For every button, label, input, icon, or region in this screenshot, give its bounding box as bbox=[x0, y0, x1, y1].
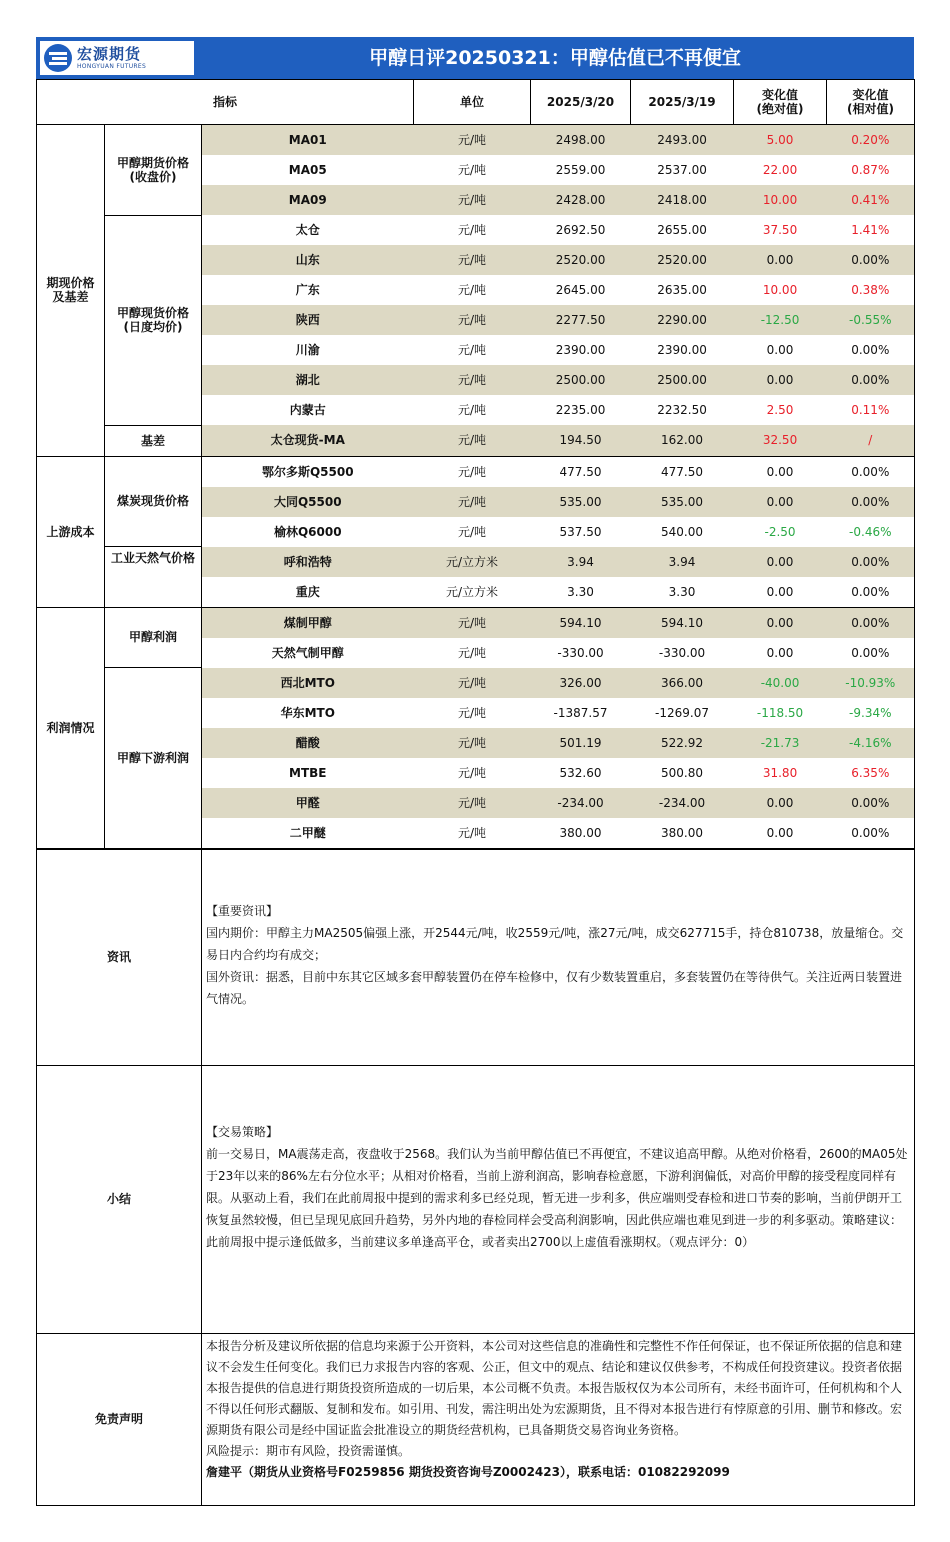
logo-mark-icon bbox=[43, 43, 73, 73]
row-value-date1: 477.50 bbox=[559, 464, 602, 479]
row-value-date1: -1387.57 bbox=[553, 705, 608, 720]
abs-change-title: 变化值 bbox=[762, 88, 799, 102]
news-foreign: 国外资讯：据悉，目前中东其它区域多套甲醇装置仍在停车检修中，仅有少数装置重启，多套装置仍在等待供气。关注近两日装置进气情况。 bbox=[206, 969, 903, 1006]
subcategory-gas: 工业天然气价格 bbox=[105, 547, 202, 608]
row-indicator-name: 呼和浩特 bbox=[202, 547, 414, 577]
row-value-date2: 2418.00 bbox=[631, 185, 734, 215]
row-indicator-name: 广东 bbox=[295, 283, 320, 297]
row-value-date1: 2277.50 bbox=[531, 305, 631, 335]
row-rel-change: 0.38% bbox=[827, 275, 915, 305]
news-label: 资讯 bbox=[37, 849, 202, 1065]
row-value-date2: 2493.00 bbox=[631, 125, 734, 156]
row-value-date2: 522.92 bbox=[631, 728, 734, 758]
row-value-date2: 2390.00 bbox=[657, 343, 707, 357]
row-rel-change: 0.00% bbox=[827, 365, 915, 395]
table-row bbox=[37, 215, 915, 245]
row-rel-change: 0.00% bbox=[827, 788, 915, 818]
row-rel-change: 0.00% bbox=[827, 547, 915, 577]
summary-section bbox=[37, 1065, 915, 1333]
row-indicator-name: 重庆 bbox=[202, 577, 414, 608]
col-header-date1: 2025/3/20 bbox=[531, 80, 631, 125]
row-rel-change: 0.87% bbox=[827, 155, 915, 185]
row-value-date1: 194.50 bbox=[531, 425, 631, 456]
row-indicator-name: 大同Q5500 bbox=[202, 487, 414, 517]
row-indicator-name: 甲醛 bbox=[202, 788, 414, 818]
table-row bbox=[37, 547, 915, 577]
row-abs-change: -21.73 bbox=[734, 728, 827, 758]
report-title: 甲醇日评20250321：甲醇估值已不再便宜 bbox=[369, 47, 741, 69]
row-unit: 元/吨 bbox=[414, 788, 531, 818]
row-unit: 元/吨 bbox=[458, 705, 487, 720]
row-abs-change: 0.00 bbox=[734, 487, 827, 517]
risk-warning: 风险提示：期市有风险，投资需谨慎。 bbox=[206, 1443, 411, 1458]
row-value-date2: 2500.00 bbox=[631, 365, 734, 395]
row-unit: 元/吨 bbox=[458, 223, 487, 237]
summary-content bbox=[202, 1065, 915, 1333]
text-sections bbox=[36, 849, 915, 1506]
row-indicator-name: 内蒙古 bbox=[289, 403, 326, 417]
row-value-date1: 2692.50 bbox=[555, 223, 606, 237]
row-rel-change: -10.93% bbox=[827, 668, 915, 698]
row-abs-change: 22.00 bbox=[762, 163, 798, 177]
row-abs-change: 10.00 bbox=[762, 283, 798, 297]
row-value-date2: -234.00 bbox=[631, 788, 734, 818]
subcategory-basis: 基差 bbox=[105, 425, 202, 456]
row-indicator-name: 陕西 bbox=[202, 305, 414, 335]
row-abs-change: 2.50 bbox=[766, 403, 794, 417]
row-abs-change: 0.00 bbox=[734, 577, 827, 608]
row-abs-change: 0.00 bbox=[734, 245, 827, 275]
row-rel-change: 0.00% bbox=[827, 335, 915, 365]
row-value-date1: 2428.00 bbox=[531, 185, 631, 215]
analyst-contact: 詹建平（期货从业资格号F0259856 期货投资咨询号Z0002423），联系电话：01082292099 bbox=[206, 1464, 730, 1479]
row-rel-change: 0.11% bbox=[827, 395, 915, 425]
row-value-date2: 366.00 bbox=[631, 668, 734, 698]
row-abs-change: 0.00 bbox=[766, 343, 794, 357]
row-indicator-name: 华东MTO bbox=[280, 705, 335, 720]
row-unit: 元/吨 bbox=[458, 163, 487, 177]
news-domestic: 国内期价：甲醇主力MA2505偏强上涨，开2544元/吨，收2559元/吨，涨27元/吨，成交627715手，持仓810738，放量缩仓。交易日内合约均有成交； bbox=[206, 925, 904, 962]
row-value-date1: 326.00 bbox=[531, 668, 631, 698]
table-row bbox=[37, 607, 915, 638]
company-logo bbox=[40, 41, 194, 75]
row-value-date2: 535.00 bbox=[631, 487, 734, 517]
subcategory-spot: 甲醇现货价格(日度均价) bbox=[105, 215, 202, 425]
row-value-date2: 477.50 bbox=[661, 464, 704, 479]
category-profit: 利润情况 bbox=[37, 607, 105, 848]
row-indicator-name: 鄂尔多斯Q5500 bbox=[261, 464, 354, 479]
row-value-date2: 2635.00 bbox=[657, 283, 707, 297]
row-value-date1: 2520.00 bbox=[531, 245, 631, 275]
category-upstream: 上游成本 bbox=[37, 456, 105, 607]
row-abs-change: 37.50 bbox=[762, 223, 798, 237]
row-abs-change: -118.50 bbox=[756, 705, 804, 720]
row-unit: 元/吨 bbox=[414, 305, 531, 335]
row-indicator-name: MA01 bbox=[202, 125, 414, 156]
row-abs-change: -2.50 bbox=[764, 524, 796, 539]
row-abs-change: 0.00 bbox=[734, 818, 827, 849]
table-row bbox=[37, 456, 915, 487]
row-rel-change: 0.00% bbox=[827, 577, 915, 608]
row-value-date1: -234.00 bbox=[531, 788, 631, 818]
rel-change-note: (相对值) bbox=[847, 102, 895, 116]
row-value-date2: 380.00 bbox=[631, 818, 734, 849]
row-rel-change: 0.00% bbox=[827, 638, 915, 668]
summary-text: 前一交易日，MA震荡走高，夜盘收于2568。我们认为当前甲醇估值已不再便宜，不建议追高甲醇。从绝对价格看，2600的MA05处于23年以来的86%左右分位水平；从相对价格看，当前上游利润高，影响春检意愿，下游利润偏低，对高价甲醇的接受程度同样有限。从驱动上看，我们在此前周报中提到的需求利多已经兑现，暂无进一步利多，供应端则受春检和进口节奏的影响，当前伊朗开工恢复虽然较慢，但已呈现见底回升趋势，另外内地的春检同样会受高利润影响，因此供应端也难见到进一步的利多驱动。策略建议：此前周报中提示逢低做多，当前建议多单逢高平仓，或者卖出2700以上虚值看涨期权。（观点评分：0） bbox=[206, 1146, 908, 1249]
row-value-date2: 162.00 bbox=[631, 425, 734, 456]
row-value-date2: 594.10 bbox=[631, 607, 734, 638]
table-row bbox=[37, 668, 915, 698]
row-value-date1: 380.00 bbox=[531, 818, 631, 849]
row-value-date1: 3.30 bbox=[531, 577, 631, 608]
row-unit: 元/立方米 bbox=[414, 547, 531, 577]
category-price: 期现价格及基差 bbox=[37, 125, 105, 457]
table-header-row bbox=[37, 80, 915, 125]
row-unit: 元/立方米 bbox=[414, 577, 531, 608]
row-unit: 元/吨 bbox=[414, 728, 531, 758]
subcategory-coal: 煤炭现货价格 bbox=[105, 456, 202, 547]
row-value-date1: 535.00 bbox=[531, 487, 631, 517]
row-value-date1: 594.10 bbox=[531, 607, 631, 638]
row-abs-change: 10.00 bbox=[734, 185, 827, 215]
row-indicator-name: 川渝 bbox=[295, 343, 320, 357]
row-unit: 元/吨 bbox=[414, 365, 531, 395]
row-value-date2: -1269.07 bbox=[655, 705, 709, 720]
row-abs-change: 0.00 bbox=[734, 365, 827, 395]
row-unit: 元/吨 bbox=[458, 524, 487, 539]
col-header-abs-change bbox=[734, 80, 827, 125]
row-unit: 元/吨 bbox=[458, 765, 487, 780]
row-indicator-name: 煤制甲醇 bbox=[202, 607, 414, 638]
row-abs-change: 0.00 bbox=[766, 464, 794, 479]
row-value-date2: 540.00 bbox=[661, 524, 704, 539]
row-value-date1: 3.94 bbox=[531, 547, 631, 577]
row-rel-change: 0.41% bbox=[827, 185, 915, 215]
row-value-date2: 3.30 bbox=[631, 577, 734, 608]
rel-change-title: 变化值 bbox=[852, 88, 889, 102]
disclaimer-text: 本报告分析及建议所依据的信息均来源于公开资料，本公司对这些信息的准确性和完整性不作任何保证，也不保证所依据的信息和建议不会发生任何变化。我们已力求报告内容的客观、公正，但文中的观点、结论和建议仅供参考，不构成任何投资建议。投资者依据本报告提供的信息进行期货投资所造成的一切后果，本公司概不负责。本报告版权仅为本公司所有，未经书面许可，任何机构和个人不得以任何形式翻版、复制和发布。如引用、刊发，需注明出处为宏源期货，且不得对本报告进行有悖原意的引用、删节和修改。宏源期货有限公司是经中国证监会批准设立的期货经营机构，已具备期货交易咨询业务资格。 bbox=[206, 1338, 903, 1437]
price-table bbox=[36, 79, 915, 849]
summary-heading: 【交易策略】 bbox=[206, 1124, 279, 1139]
row-unit: 元/吨 bbox=[414, 668, 531, 698]
row-unit: 元/吨 bbox=[414, 185, 531, 215]
row-indicator-name: 榆林Q6000 bbox=[273, 524, 342, 539]
subcategory-futures: 甲醇期货价格(收盘价) bbox=[105, 125, 202, 216]
row-value-date2: 2537.00 bbox=[657, 163, 707, 177]
row-rel-change: 0.00% bbox=[827, 245, 915, 275]
row-unit: 元/吨 bbox=[458, 343, 487, 357]
row-abs-change: 0.00 bbox=[734, 547, 827, 577]
row-abs-change: -40.00 bbox=[734, 668, 827, 698]
table-row bbox=[37, 425, 915, 456]
row-abs-change: 32.50 bbox=[734, 425, 827, 456]
col-header-date2: 2025/3/19 bbox=[631, 80, 734, 125]
report-header bbox=[36, 37, 914, 79]
abs-change-note: (绝对值) bbox=[756, 102, 804, 116]
row-value-date2: 500.80 bbox=[661, 765, 704, 780]
row-unit: 元/吨 bbox=[458, 283, 487, 297]
row-value-date2: -330.00 bbox=[658, 645, 706, 660]
row-abs-change: -12.50 bbox=[734, 305, 827, 335]
row-value-date1: 537.50 bbox=[559, 524, 602, 539]
subcategory-downstream: 甲醇下游利润 bbox=[105, 668, 202, 849]
row-indicator-name: MA09 bbox=[202, 185, 414, 215]
row-rel-change: 6.35% bbox=[827, 758, 915, 788]
row-indicator-name: 太仓 bbox=[295, 223, 320, 237]
row-rel-change: -0.55% bbox=[827, 305, 915, 335]
row-value-date1: 501.19 bbox=[531, 728, 631, 758]
row-rel-change: -4.16% bbox=[827, 728, 915, 758]
row-value-date1: 2235.00 bbox=[555, 403, 606, 417]
row-unit: 元/吨 bbox=[414, 425, 531, 456]
row-abs-change: 31.80 bbox=[762, 765, 798, 780]
row-rel-change: 1.41% bbox=[827, 215, 915, 245]
row-value-date2: 2290.00 bbox=[631, 305, 734, 335]
row-abs-change: 0.00 bbox=[766, 645, 794, 660]
row-unit: 元/吨 bbox=[458, 464, 487, 479]
row-unit: 元/吨 bbox=[458, 645, 487, 660]
row-value-date1: 2559.00 bbox=[555, 163, 606, 177]
subcategory-meth_profit: 甲醇利润 bbox=[105, 607, 202, 668]
report-sheet bbox=[36, 37, 914, 1506]
news-section bbox=[37, 849, 915, 1065]
row-unit: 元/吨 bbox=[414, 818, 531, 849]
news-content bbox=[202, 849, 915, 1065]
row-value-date1: 2390.00 bbox=[555, 343, 606, 357]
row-unit: 元/吨 bbox=[414, 245, 531, 275]
table-row bbox=[37, 125, 915, 156]
row-indicator-name: MTBE bbox=[289, 765, 327, 780]
row-value-date2: 3.94 bbox=[631, 547, 734, 577]
row-indicator-name: 天然气制甲醇 bbox=[271, 645, 344, 660]
row-indicator-name: 西北MTO bbox=[202, 668, 414, 698]
news-heading: 【重要资讯】 bbox=[206, 903, 279, 918]
row-abs-change: 0.00 bbox=[734, 607, 827, 638]
row-value-date2: 2520.00 bbox=[631, 245, 734, 275]
row-indicator-name: 湖北 bbox=[202, 365, 414, 395]
summary-label: 小结 bbox=[37, 1065, 202, 1333]
disclaimer-content bbox=[202, 1333, 915, 1505]
row-value-date1: 2498.00 bbox=[531, 125, 631, 156]
row-rel-change: 0.00% bbox=[827, 487, 915, 517]
row-indicator-name: 二甲醚 bbox=[202, 818, 414, 849]
row-unit: 元/吨 bbox=[414, 487, 531, 517]
row-value-date1: 532.60 bbox=[559, 765, 602, 780]
row-value-date2: 2655.00 bbox=[657, 223, 707, 237]
col-header-unit: 单位 bbox=[414, 80, 531, 125]
logo-name-cn: 宏源期货 bbox=[77, 44, 142, 63]
row-rel-change: 0.00% bbox=[827, 607, 915, 638]
disclaimer-label: 免责声明 bbox=[37, 1333, 202, 1505]
row-indicator-name: MA05 bbox=[288, 163, 327, 177]
disclaimer-section bbox=[37, 1333, 915, 1505]
row-abs-change: 5.00 bbox=[734, 125, 827, 156]
row-rel-change: / bbox=[827, 425, 915, 456]
row-rel-change: 0.00% bbox=[827, 456, 915, 487]
row-rel-change: -0.46% bbox=[827, 517, 915, 547]
row-value-date1: -330.00 bbox=[557, 645, 604, 660]
row-unit: 元/吨 bbox=[414, 607, 531, 638]
row-value-date1: 2500.00 bbox=[531, 365, 631, 395]
row-abs-change: 0.00 bbox=[734, 788, 827, 818]
row-value-date1: 2645.00 bbox=[555, 283, 606, 297]
row-rel-change: 0.00% bbox=[827, 818, 915, 849]
row-indicator-name: 醋酸 bbox=[202, 728, 414, 758]
logo-name-en: HONGYUAN FUTURES bbox=[77, 62, 147, 70]
row-rel-change: 0.20% bbox=[827, 125, 915, 156]
row-value-date2: 2232.50 bbox=[657, 403, 707, 417]
row-unit: 元/吨 bbox=[458, 403, 487, 417]
col-header-rel-change bbox=[827, 80, 915, 125]
row-indicator-name: 太仓现货-MA bbox=[202, 425, 414, 456]
row-rel-change: -9.34% bbox=[827, 698, 915, 728]
row-indicator-name: 山东 bbox=[202, 245, 414, 275]
row-unit: 元/吨 bbox=[414, 125, 531, 156]
col-header-indicator: 指标 bbox=[37, 80, 414, 125]
